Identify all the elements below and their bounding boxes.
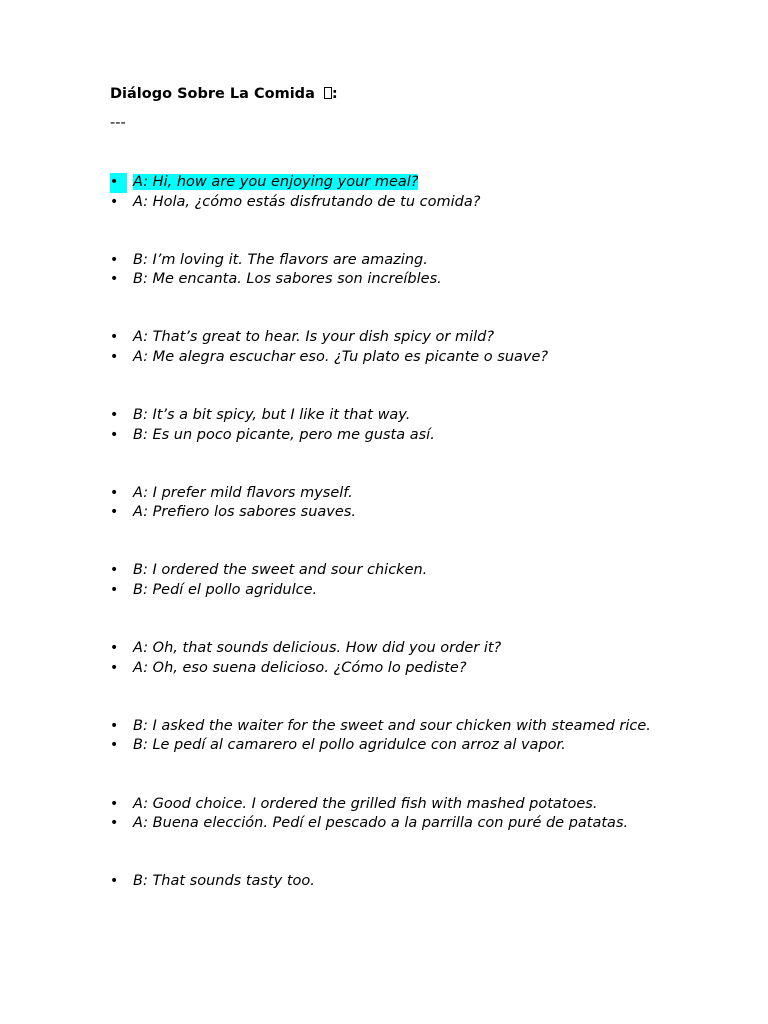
dialogue-pair (110, 561, 670, 600)
dialogue-line-en (110, 795, 670, 815)
dialogue-list (110, 173, 670, 930)
dialogue-line-en (110, 717, 670, 737)
dialogue-line-es (110, 270, 670, 290)
bullet-icon: • (110, 426, 119, 443)
dialogue-pair (110, 251, 670, 290)
dialogue-text: A: Buena elección. Pedí el pescado a la parrilla con puré de patatas. (133, 815, 629, 832)
dialogue-text: A: That’s great to hear. Is your dish spicy or mild? (133, 329, 495, 346)
dialogue-text: B: Le pedí al camarero el pollo agridulce con arroz al vapor. (133, 737, 566, 754)
separator-line: --- (110, 115, 126, 131)
dialogue-line-es (110, 659, 670, 679)
dialogue-pair (110, 639, 670, 678)
dialogue-text: A: Me alegra escuchar eso. ¿Tu plato es picante o suave? (133, 348, 549, 365)
dialogue-text: A: Prefiero los sabores suaves. (133, 504, 356, 521)
dialogue-line-en (110, 872, 670, 892)
dialogue-line-en (110, 561, 670, 581)
bullet-icon: • (110, 329, 119, 346)
dialogue-line-es (110, 426, 670, 446)
dialogue-pair (110, 328, 670, 367)
dialogue-pair (110, 484, 670, 523)
dialogue-line-en (110, 639, 670, 659)
dialogue-text: A: Oh, eso suena delicioso. ¿Cómo lo pediste? (133, 659, 467, 676)
dialogue-text: B: I’m loving it. The flavors are amazing. (133, 251, 428, 268)
dialogue-text: B: That sounds tasty too. (133, 873, 315, 890)
dialogue-pair (110, 795, 670, 834)
dialogue-text: B: I asked the waiter for the sweet and sour chicken with steamed rice. (133, 717, 651, 734)
dialogue-line-es (110, 193, 670, 213)
dialogue-text: B: It’s a bit spicy, but I like it that way. (133, 407, 411, 424)
dialogue-text: B: Es un poco picante, pero me gusta así. (133, 426, 435, 443)
dialogue-line-es (110, 348, 670, 368)
dialogue-pair (110, 406, 670, 445)
dialogue-line-en (110, 406, 670, 426)
dialogue-line-es (110, 503, 670, 523)
dialogue-line-en (110, 173, 670, 193)
bullet-icon: • (110, 795, 119, 812)
dialogue-text: A: I prefer mild flavors myself. (133, 484, 353, 501)
dialogue-line-es (110, 581, 670, 601)
dialogue-text: B: Me encanta. Los sabores son increíbles. (133, 271, 442, 288)
dialogue-pair (110, 717, 670, 756)
dialogue-line-en (110, 484, 670, 504)
title-text: Diálogo Sobre La Comida (110, 86, 315, 102)
dialogue-text: A: Hola, ¿cómo estás disfrutando de tu comida? (133, 193, 481, 210)
bullet-icon: • (110, 659, 119, 676)
dialogue-line-en (110, 328, 670, 348)
bullet-icon: • (110, 251, 119, 268)
bullet-icon: • (110, 640, 119, 657)
bullet-icon: • (110, 562, 119, 579)
bullet-icon: • (110, 193, 119, 210)
missing-glyph-icon (324, 87, 332, 99)
dialogue-text: B: I ordered the sweet and sour chicken. (133, 562, 428, 579)
dialogue-line-es (110, 736, 670, 756)
dialogue-text: A: Oh, that sounds delicious. How did you order it? (133, 640, 502, 657)
title-suffix: : (331, 86, 338, 102)
bullet-icon: • (110, 407, 119, 424)
bullet-icon: • (110, 484, 119, 501)
dialogue-line-es (110, 814, 670, 834)
dialogue-text: A: Hi, how are you enjoying your meal? (133, 174, 419, 190)
bullet-icon: • (110, 271, 119, 288)
dialogue-pair (110, 173, 670, 212)
bullet-icon: • (110, 582, 119, 599)
bullet-icon: • (110, 737, 119, 754)
dialogue-line-en (110, 251, 670, 271)
dialogue-text: B: Pedí el pollo agridulce. (133, 582, 318, 599)
dialogue-pair (110, 872, 670, 892)
bullet-icon: • (110, 873, 119, 890)
document-title (110, 84, 338, 104)
bullet-icon: • (110, 717, 119, 734)
bullet-icon: • (110, 173, 127, 193)
bullet-icon: • (110, 348, 119, 365)
bullet-icon: • (110, 504, 119, 521)
dialogue-text: A: Good choice. I ordered the grilled fish with mashed potatoes. (133, 795, 598, 812)
bullet-icon: • (110, 815, 119, 832)
